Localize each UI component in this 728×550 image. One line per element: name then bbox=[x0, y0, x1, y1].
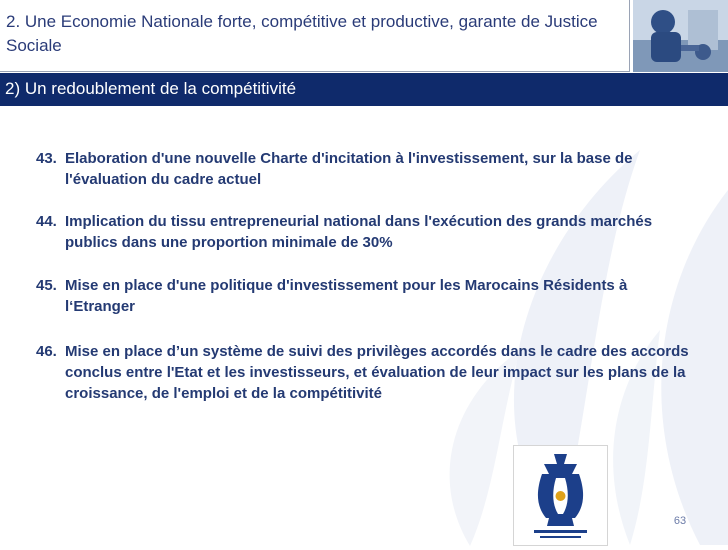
list-item bbox=[36, 275, 696, 317]
item-number: 46. bbox=[36, 343, 57, 360]
slide-title-box bbox=[0, 0, 630, 72]
item-text: Mise en place d'une politique d'investissement pour les Marocains Résidents à l‘Etranger bbox=[65, 277, 628, 315]
header-photo bbox=[633, 0, 728, 72]
item-text: Elaboration d'une nouvelle Charte d'incitation à l'investissement, sur la base de l'évaluation du cadre actuel bbox=[65, 150, 633, 188]
list-item bbox=[36, 341, 696, 404]
party-logo bbox=[513, 445, 608, 546]
list-item bbox=[36, 211, 696, 253]
item-number: 43. bbox=[36, 150, 57, 167]
item-number: 44. bbox=[36, 213, 57, 230]
worker-photo-image bbox=[633, 0, 728, 72]
section-header-bar bbox=[0, 73, 728, 106]
lantern-logo-icon bbox=[514, 446, 607, 545]
list-item bbox=[36, 148, 696, 190]
slide-title: 2. Une Economie Nationale forte, compétitive et productive, garante de Justice Sociale bbox=[6, 12, 598, 55]
page-number: 63 bbox=[673, 515, 687, 527]
item-text: Implication du tissu entrepreneurial national dans l'exécution des grands marchés publics dans une proportion minimale de 30% bbox=[65, 213, 653, 251]
section-subtitle: 2) Un redoublement de la compétitivité bbox=[5, 79, 297, 98]
item-number: 45. bbox=[36, 277, 57, 294]
item-text: Mise en place d’un système de suivi des privilèges accordés dans le cadre des accords conclus entre l'Etat et les investisseurs, et évaluation de leur impact sur les plans de la croissance, de l'emploi et de la compétitivité bbox=[65, 343, 689, 402]
